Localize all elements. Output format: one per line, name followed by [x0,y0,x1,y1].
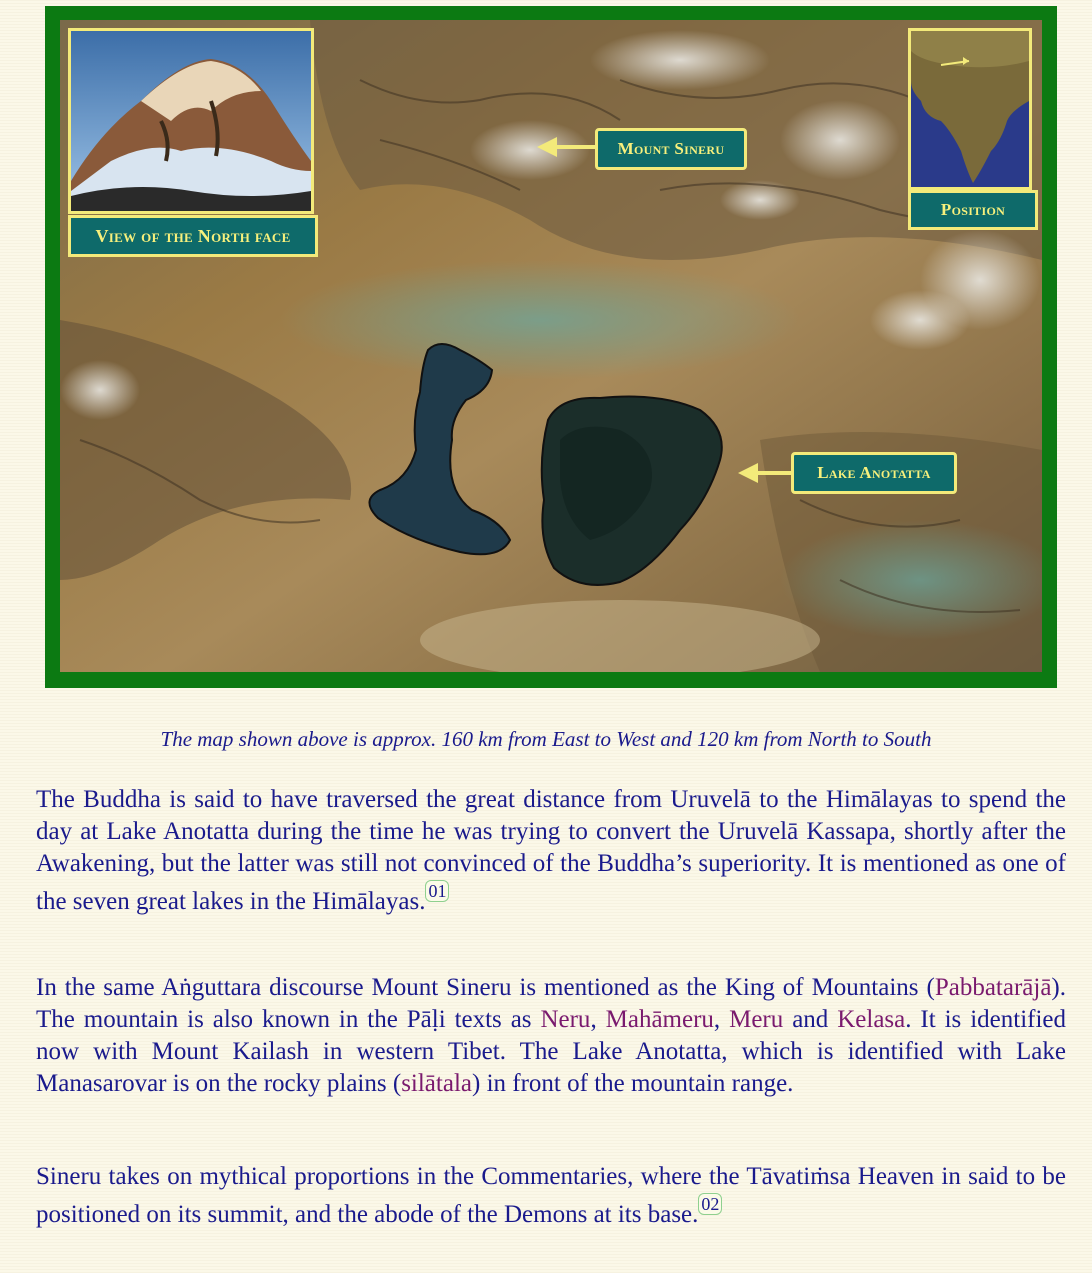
term-kelasa: Kelasa [837,1006,906,1033]
footnote-link-02[interactable]: 02 [698,1193,722,1215]
paragraph-1 [36,784,1066,918]
paragraph-1-text: The Buddha is said to have traversed the great distance from Uruvelā to the Himālayas to spend the day at Lake Anotatta during the time he was trying to convert the Uruvelā Kassapa, shortly after the Awakening, but the latter was still not convinced of the Buddha’s superiority. It is mentioned as one of the seven great lakes in the Himālayas. [36,786,1066,915]
position-label: Position [908,190,1038,230]
north-face-label: View of the North face [68,215,318,257]
map-frame [45,6,1057,688]
footnote-link-01[interactable]: 01 [425,880,449,902]
paragraph-3 [36,1161,1066,1231]
term-meru: Meru [729,1006,784,1033]
p2-text-4: , [713,1006,730,1033]
p2-text-7: ) in front of the mountain range. [472,1070,794,1097]
term-silatala: silātala [401,1070,472,1097]
term-neru: Neru [540,1006,591,1033]
p2-text-2: ). The mountain is also known in the Pāḷi texts as [36,974,1066,1033]
mountain-photo [71,31,311,211]
satellite-map [60,20,1042,672]
sineru-arrow-icon [535,132,597,162]
p2-text-3: , [590,1006,606,1033]
p2-text-1: In the same Aṅguttara discourse Mount Sineru is mentioned as the King of Mountains ( [36,974,935,1001]
north-face-inset [68,28,314,214]
anotatta-arrow-icon [736,458,792,488]
p2-text-6: . It is identified now with Mount Kailash in western Tibet. The Lake Anotatta, which is identified with Lake Manasarovar is on the rocky plains ( [36,1006,1067,1097]
position-inset [908,28,1032,190]
term-mahameru: Mahāmeru [605,1006,714,1033]
paragraph-3-text: Sineru takes on mythical proportions in the Commentaries, where the Tāvatiṁsa Heaven in said to be positioned on its summit, and the abode of the Demons at its base. [36,1163,1066,1228]
mount-sineru-label: Mount Sineru [595,128,747,170]
map-caption: The map shown above is approx. 160 km from East to West and 120 km from North to South [160,727,932,751]
paragraph-2 [36,972,1066,1100]
india-map [911,31,1029,187]
lake-anotatta-label: Lake Anotatta [791,452,957,494]
p2-text-5: and [783,1006,838,1033]
term-pabbataraja: Pabbatarājā [934,974,1052,1001]
